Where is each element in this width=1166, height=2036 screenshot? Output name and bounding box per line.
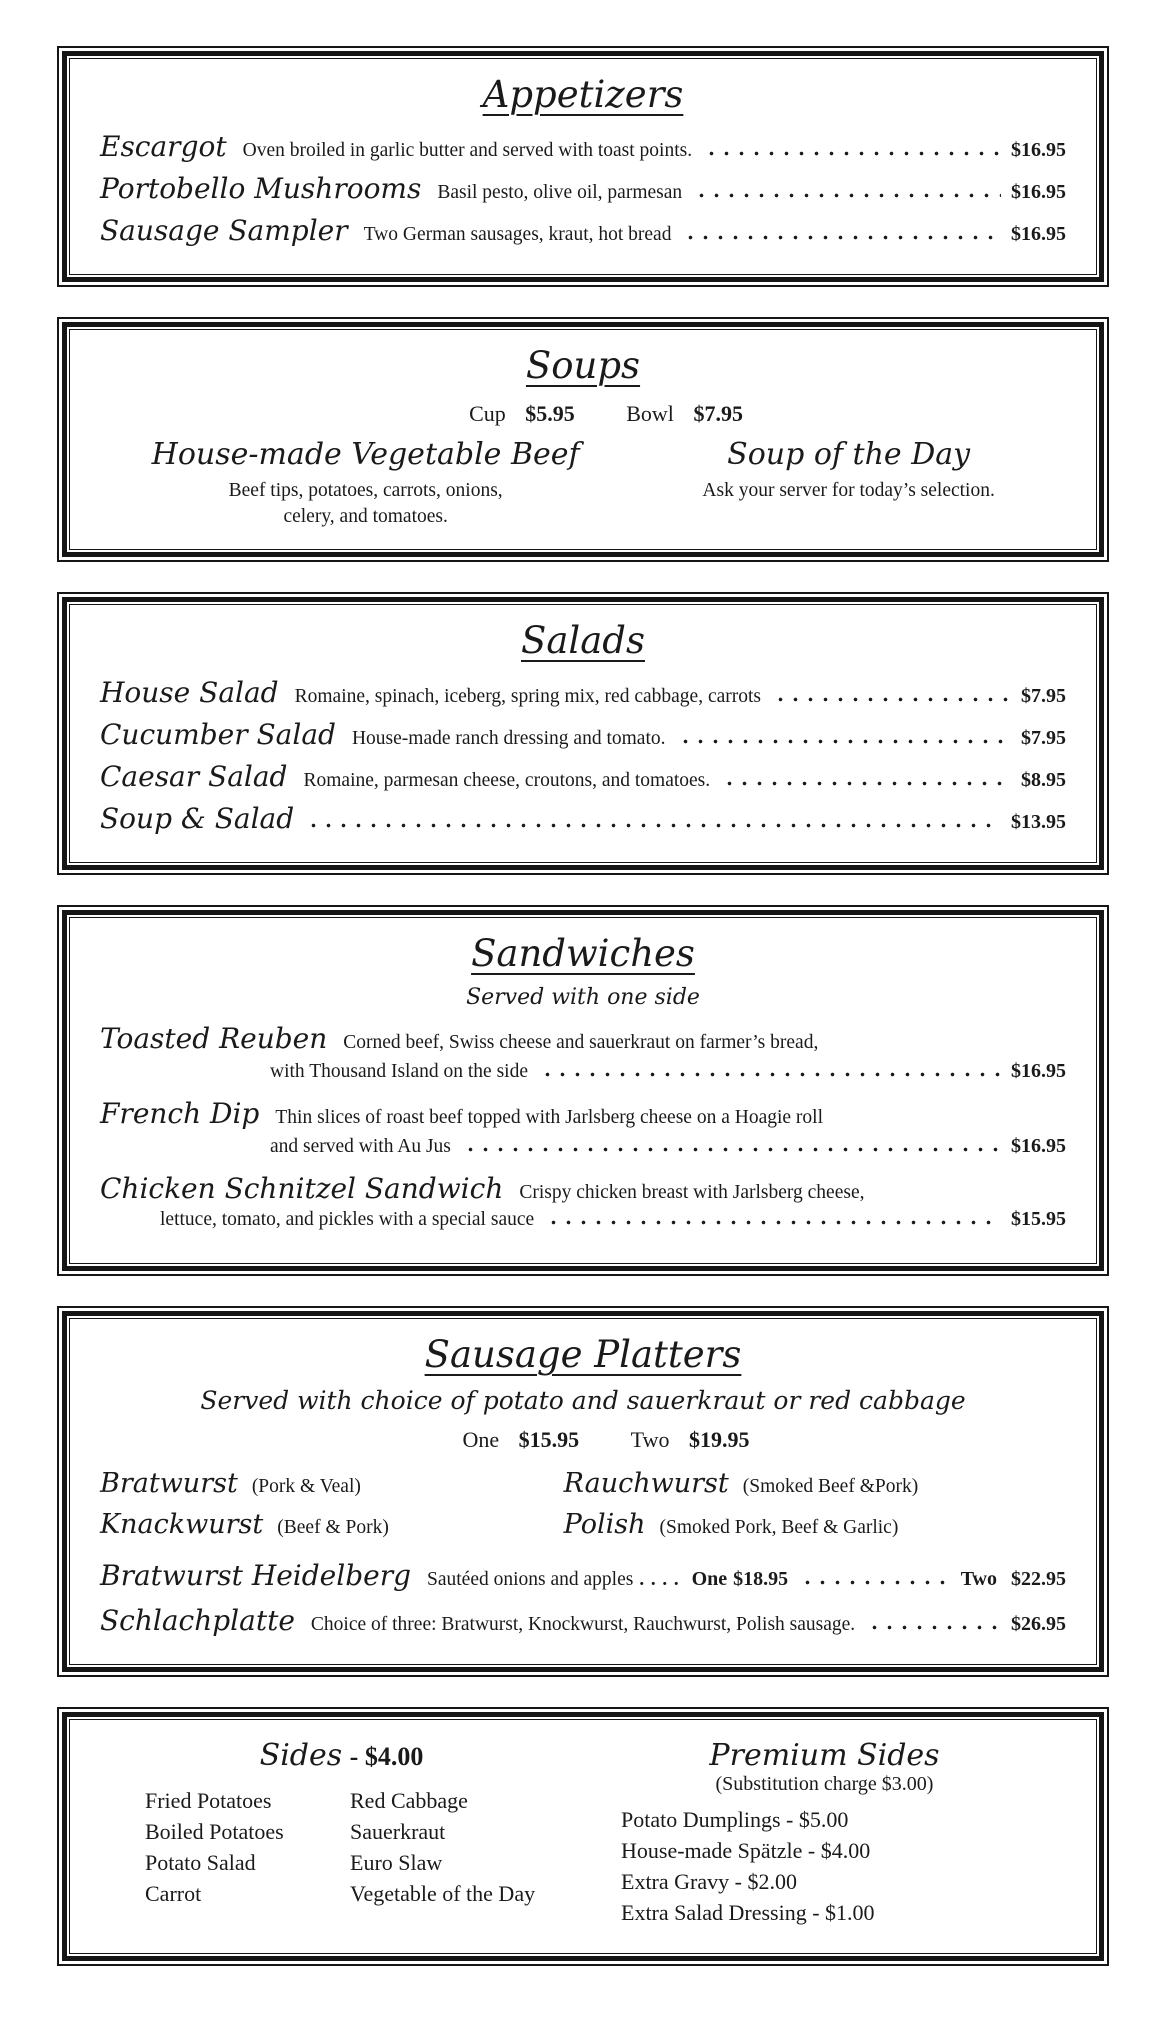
item-desc: House-made ranch dressing and tomato. (351, 727, 666, 749)
cup-price: $5.95 (525, 401, 575, 426)
item-desc-cont: lettuce, tomato, and pickles with a special sauce (160, 1208, 535, 1230)
side-item: Boiled Potatoes (145, 1818, 284, 1844)
platter-grid (100, 1463, 1066, 1545)
item-price: $13.95 (1011, 810, 1066, 833)
dot-leader (678, 739, 1012, 744)
one-price: $18.95 (733, 1567, 789, 1590)
platter-item (100, 1468, 564, 1499)
item-price: $15.95 (1011, 1207, 1066, 1230)
premium-item: Extra Gravy - $2.00 (621, 1869, 797, 1895)
appetizers-title: Appetizers (482, 73, 684, 116)
item-desc: Oven broiled in garlic butter and served with toast points. (242, 140, 693, 161)
bowl-price: $7.95 (693, 401, 743, 426)
platters-subtitle: Served with choice of potato and sauerkraut or red cabbage (200, 1385, 966, 1415)
side-item: Euro Slaw (350, 1850, 443, 1876)
item-name: Chicken Schnitzel Sandwich (100, 1171, 504, 1205)
item-name: Bratwurst Heidelberg (100, 1558, 412, 1592)
menu-item-row (100, 214, 1066, 247)
dot-leader (540, 1072, 1001, 1077)
cup-label: Cup (469, 401, 506, 426)
side-item: Sauerkraut (350, 1818, 446, 1844)
premium-list (583, 1804, 1066, 1929)
menu-item-row (100, 1604, 1066, 1637)
dot-run: . . . . (639, 1568, 680, 1590)
dot-leader (773, 697, 1011, 702)
item-desc: Romaine, parmesan cheese, croutons, and tomatoes. (303, 769, 711, 791)
side-item: Potato Salad (145, 1850, 256, 1876)
bowl-label: Bowl (626, 401, 674, 426)
soups-columns (100, 437, 1066, 531)
item-price: $16.95 (1011, 223, 1066, 245)
soup-name: House-made Vegetable Beef (151, 437, 580, 472)
two-label: Two (630, 1426, 670, 1452)
menu-item-row (100, 718, 1066, 751)
menu-item-row (100, 1022, 1066, 1083)
item-price: $7.95 (1021, 684, 1066, 707)
soup-left (100, 437, 631, 531)
item-name: Soup & Salad (100, 801, 295, 835)
side-item: Fried Potatoes (145, 1787, 272, 1813)
side-item: Red Cabbage (350, 1787, 468, 1813)
premium-item: Potato Dumplings - $5.00 (621, 1806, 849, 1832)
dot-leader (546, 1220, 1001, 1225)
dot-leader (704, 151, 1001, 156)
item-name: House Salad (100, 675, 279, 709)
item-name: Knackwurst (100, 1508, 264, 1540)
item-note: (Beef & Pork) (277, 1516, 389, 1538)
item-name: Polish (563, 1508, 646, 1540)
salads-title: Salads (521, 618, 645, 662)
item-name: Bratwurst (100, 1467, 238, 1499)
item-name: Escargot (100, 130, 227, 163)
premium-title: Premium Sides (709, 1737, 940, 1773)
dot-leader (463, 1147, 1001, 1152)
one-label: One (462, 1426, 500, 1452)
section-soups (57, 317, 1109, 562)
section-sausage-platters (57, 1306, 1109, 1677)
platter-item (564, 1509, 1066, 1540)
soup-name: Soup of the Day (727, 437, 971, 472)
dot-leader (694, 193, 1001, 198)
dot-leader (867, 1625, 1001, 1630)
dot-leader (306, 823, 1001, 828)
item-desc: Corned beef, Swiss cheese and sauerkraut on farmer’s bread, (343, 1031, 819, 1053)
premium-subtitle: (Substitution charge $3.00) (715, 1772, 934, 1795)
item-name: Caesar Salad (100, 759, 288, 793)
item-desc: Sautéed onions and apples (427, 1568, 634, 1590)
item-price: $16.95 (1011, 1134, 1066, 1157)
platter-item (564, 1468, 1066, 1499)
two-price: $22.95 (1011, 1567, 1066, 1590)
item-desc: Choice of three: Bratwurst, Knockwurst, Rauchwurst, Polish sausage. (310, 1613, 856, 1635)
menu-item-row (100, 760, 1066, 793)
premium-sides (583, 1738, 1066, 1929)
item-name: Sausage Sampler (100, 214, 348, 247)
section-sides (57, 1707, 1109, 1966)
item-price: $16.95 (1011, 181, 1066, 203)
item-desc-cont: with Thousand Island on the side (270, 1060, 528, 1082)
one-label: One (691, 1567, 728, 1590)
item-name: Schlachplatte (100, 1603, 295, 1637)
item-desc: Thin slices of roast beef topped with Jarlsberg cheese on a Hoagie roll (275, 1106, 823, 1128)
platter-item (100, 1509, 564, 1540)
item-name: French Dip (100, 1096, 260, 1130)
item-price: $7.95 (1021, 726, 1066, 749)
item-name: Portobello Mushrooms (100, 172, 422, 205)
item-desc: Two German sausages, kraut, hot bread (363, 224, 672, 245)
two-price: $19.95 (688, 1426, 750, 1452)
side-item: Carrot (145, 1881, 202, 1907)
platter-sizes-line (100, 1427, 1066, 1453)
item-note: (Smoked Beef &Pork) (742, 1475, 919, 1497)
section-sandwiches (57, 905, 1109, 1276)
two-label: Two (960, 1567, 997, 1590)
menu-item-row (100, 1559, 1066, 1592)
item-desc-cont: and served with Au Jus (270, 1135, 451, 1157)
dot-leader (722, 781, 1011, 786)
soup-desc: Ask your server for today’s selection. (702, 480, 995, 501)
dot-leader (800, 1580, 945, 1585)
item-desc: Crispy chicken breast with Jarlsberg cheese, (519, 1181, 865, 1203)
sandwiches-subtitle: Served with one side (466, 984, 700, 1010)
one-price: $15.95 (518, 1426, 580, 1452)
soup-desc: Beef tips, potatoes, carrots, onions, celery, and tomatoes. (228, 480, 503, 528)
soup-sizes-line (100, 401, 1066, 427)
item-price: $16.95 (1011, 1059, 1066, 1082)
item-price: $8.95 (1021, 768, 1066, 791)
section-appetizers (57, 46, 1109, 287)
sides-title: Sides - $4.00 (259, 1737, 424, 1773)
menu-item-row (100, 1172, 1066, 1231)
item-note: (Pork & Veal) (251, 1475, 361, 1497)
sides-left (100, 1738, 583, 1929)
item-price: $26.95 (1011, 1612, 1066, 1635)
menu-item-row (100, 172, 1066, 205)
item-name: Rauchwurst (563, 1467, 729, 1499)
menu-item-row (100, 676, 1066, 709)
section-salads (57, 592, 1109, 875)
menu-item-row (100, 130, 1066, 163)
soup-right (631, 437, 1066, 531)
premium-item: Extra Salad Dressing - $1.00 (621, 1900, 875, 1926)
menu-item-row (100, 1097, 1066, 1158)
item-name: Toasted Reuben (100, 1021, 328, 1055)
menu-item-row (100, 802, 1066, 835)
premium-item: House-made Spätzle - $4.00 (621, 1837, 871, 1863)
item-name: Cucumber Salad (100, 717, 336, 751)
sides-list (100, 1785, 583, 1910)
item-note: (Smoked Pork, Beef & Garlic) (659, 1516, 899, 1538)
dot-leader (683, 235, 1001, 240)
platters-title: Sausage Platters (424, 1332, 742, 1376)
side-item: Vegetable of the Day (350, 1881, 536, 1907)
sandwiches-title: Sandwiches (471, 931, 695, 975)
item-price: $16.95 (1011, 139, 1066, 161)
item-desc: Basil pesto, olive oil, parmesan (437, 182, 683, 203)
soups-title: Soups (525, 344, 641, 387)
item-desc: Romaine, spinach, iceberg, spring mix, red cabbage, carrots (294, 685, 762, 707)
